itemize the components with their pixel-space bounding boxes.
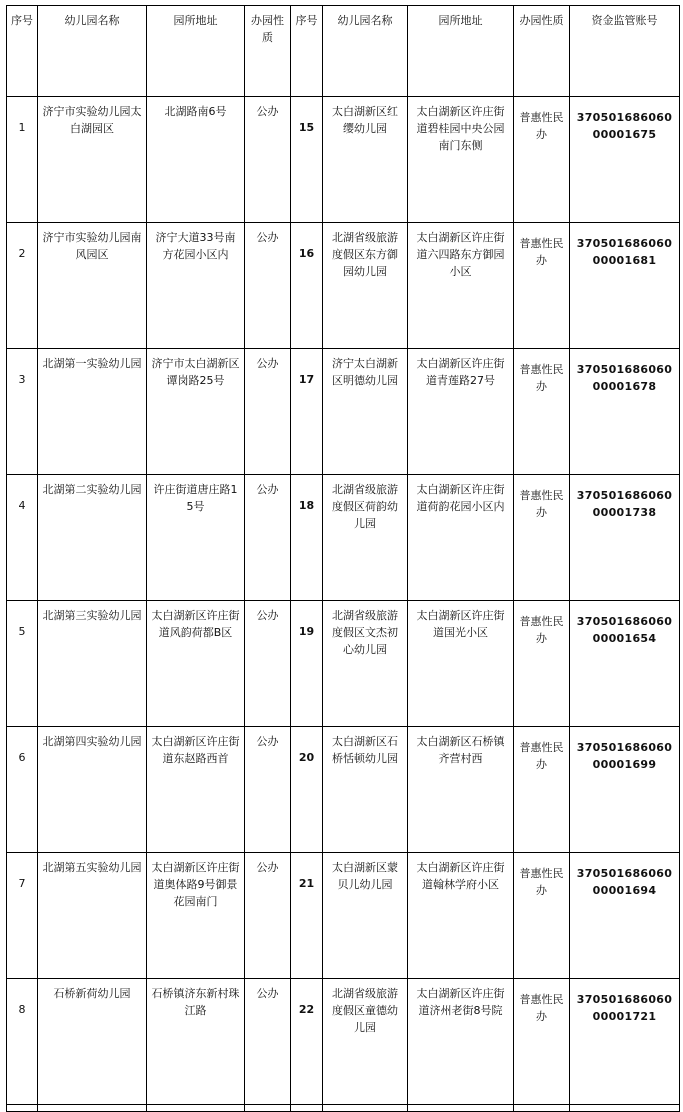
row-name-left: 济宁市实验幼儿园南风园区 [38, 223, 147, 349]
row-no-right: 20 [291, 727, 323, 853]
row-account: 37050168606000001738 [570, 475, 680, 601]
partial-cell [408, 1105, 514, 1112]
row-addr-left: 北湖路南6号 [147, 97, 245, 223]
row-no-left: 6 [7, 727, 38, 853]
partial-cell [291, 1105, 323, 1112]
row-nature-left: 公办 [245, 97, 291, 223]
row-no-right: 17 [291, 349, 323, 475]
row-name-left: 北湖第二实验幼儿园 [38, 475, 147, 601]
header-no-left: 序号 [7, 6, 38, 97]
row-name-right: 北湖省级旅游度假区东方御园幼儿园 [323, 223, 408, 349]
row-no-left: 8 [7, 979, 38, 1105]
table-row [7, 853, 680, 979]
row-name-right: 济宁太白湖新区明德幼儿园 [323, 349, 408, 475]
row-account: 37050168606000001675 [570, 97, 680, 223]
row-addr-right: 太白湖新区许庄街道碧桂园中央公园南门东侧 [408, 97, 514, 223]
row-nature-left: 公办 [245, 727, 291, 853]
row-no-right: 15 [291, 97, 323, 223]
row-nature-right: 普惠性民办 [514, 601, 570, 727]
row-nature-right: 普惠性民办 [514, 223, 570, 349]
header-nature-left: 办园性质 [245, 6, 291, 97]
table-row [7, 601, 680, 727]
row-name-right: 太白湖新区石桥恬顿幼儿园 [323, 727, 408, 853]
row-no-right: 21 [291, 853, 323, 979]
row-name-right: 太白湖新区红缨幼儿园 [323, 97, 408, 223]
row-nature-left: 公办 [245, 223, 291, 349]
row-addr-right: 太白湖新区许庄街道济州老街8号院 [408, 979, 514, 1105]
row-addr-left: 太白湖新区许庄街道风韵荷都B区 [147, 601, 245, 727]
row-no-left: 1 [7, 97, 38, 223]
header-name-right: 幼儿园名称 [323, 6, 408, 97]
row-addr-right: 太白湖新区许庄街道青莲路27号 [408, 349, 514, 475]
row-nature-right: 普惠性民办 [514, 853, 570, 979]
row-name-right: 北湖省级旅游度假区童德幼儿园 [323, 979, 408, 1105]
row-addr-left: 太白湖新区许庄街道东赵路西首 [147, 727, 245, 853]
header-nature-right: 办园性质 [514, 6, 570, 97]
header-addr-left: 园所地址 [147, 6, 245, 97]
row-account: 37050168606000001654 [570, 601, 680, 727]
row-nature-right: 普惠性民办 [514, 349, 570, 475]
row-no-left: 7 [7, 853, 38, 979]
row-name-left: 北湖第四实验幼儿园 [38, 727, 147, 853]
row-account: 37050168606000001694 [570, 853, 680, 979]
table-row [7, 979, 680, 1105]
row-addr-right: 太白湖新区许庄街道荷韵花园小区内 [408, 475, 514, 601]
partial-cell [245, 1105, 291, 1112]
header-account: 资金监管账号 [570, 6, 680, 97]
row-addr-left: 济宁大道33号南方花园小区内 [147, 223, 245, 349]
row-addr-left: 许庄街道唐庄路15号 [147, 475, 245, 601]
row-account: 37050168606000001699 [570, 727, 680, 853]
row-addr-right: 太白湖新区许庄街道六四路东方御园小区 [408, 223, 514, 349]
row-addr-right: 太白湖新区石桥镇齐营村西 [408, 727, 514, 853]
row-name-right: 北湖省级旅游度假区文杰初心幼儿园 [323, 601, 408, 727]
row-name-left: 北湖第五实验幼儿园 [38, 853, 147, 979]
row-nature-left: 公办 [245, 475, 291, 601]
row-nature-left: 公办 [245, 853, 291, 979]
row-nature-left: 公办 [245, 349, 291, 475]
header-name-left: 幼儿园名称 [38, 6, 147, 97]
table-row [7, 727, 680, 853]
row-name-left: 石桥新荷幼儿园 [38, 979, 147, 1105]
partial-cell [147, 1105, 245, 1112]
row-nature-right: 普惠性民办 [514, 727, 570, 853]
row-nature-left: 公办 [245, 601, 291, 727]
row-addr-left: 石桥镇济东新村珠江路 [147, 979, 245, 1105]
row-no-left: 2 [7, 223, 38, 349]
kindergarten-table [6, 5, 680, 1112]
partial-cell [7, 1105, 38, 1112]
row-no-right: 22 [291, 979, 323, 1105]
row-no-right: 18 [291, 475, 323, 601]
row-no-left: 3 [7, 349, 38, 475]
row-nature-right: 普惠性民办 [514, 475, 570, 601]
row-name-right: 太白湖新区蒙贝儿幼儿园 [323, 853, 408, 979]
row-name-left: 北湖第一实验幼儿园 [38, 349, 147, 475]
partial-cell [323, 1105, 408, 1112]
row-addr-right: 太白湖新区许庄街道翰林学府小区 [408, 853, 514, 979]
row-no-right: 19 [291, 601, 323, 727]
row-nature-left: 公办 [245, 979, 291, 1105]
table-row-partial [7, 1105, 680, 1112]
row-nature-right: 普惠性民办 [514, 97, 570, 223]
partial-cell [570, 1105, 680, 1112]
table-row [7, 475, 680, 601]
table-row [7, 223, 680, 349]
row-no-left: 4 [7, 475, 38, 601]
row-no-left: 5 [7, 601, 38, 727]
row-name-right: 北湖省级旅游度假区荷韵幼儿园 [323, 475, 408, 601]
table-row [7, 97, 680, 223]
partial-cell [38, 1105, 147, 1112]
partial-cell [514, 1105, 570, 1112]
row-addr-right: 太白湖新区许庄街道国光小区 [408, 601, 514, 727]
row-account: 37050168606000001681 [570, 223, 680, 349]
header-row [7, 6, 680, 97]
header-no-right: 序号 [291, 6, 323, 97]
row-addr-left: 济宁市太白湖新区谭岗路25号 [147, 349, 245, 475]
row-name-left: 北湖第三实验幼儿园 [38, 601, 147, 727]
row-nature-right: 普惠性民办 [514, 979, 570, 1105]
row-account: 37050168606000001721 [570, 979, 680, 1105]
row-no-right: 16 [291, 223, 323, 349]
row-account: 37050168606000001678 [570, 349, 680, 475]
row-name-left: 济宁市实验幼儿园太白湖园区 [38, 97, 147, 223]
table-row [7, 349, 680, 475]
row-addr-left: 太白湖新区许庄街道奥体路9号御景花园南门 [147, 853, 245, 979]
header-addr-right: 园所地址 [408, 6, 514, 97]
